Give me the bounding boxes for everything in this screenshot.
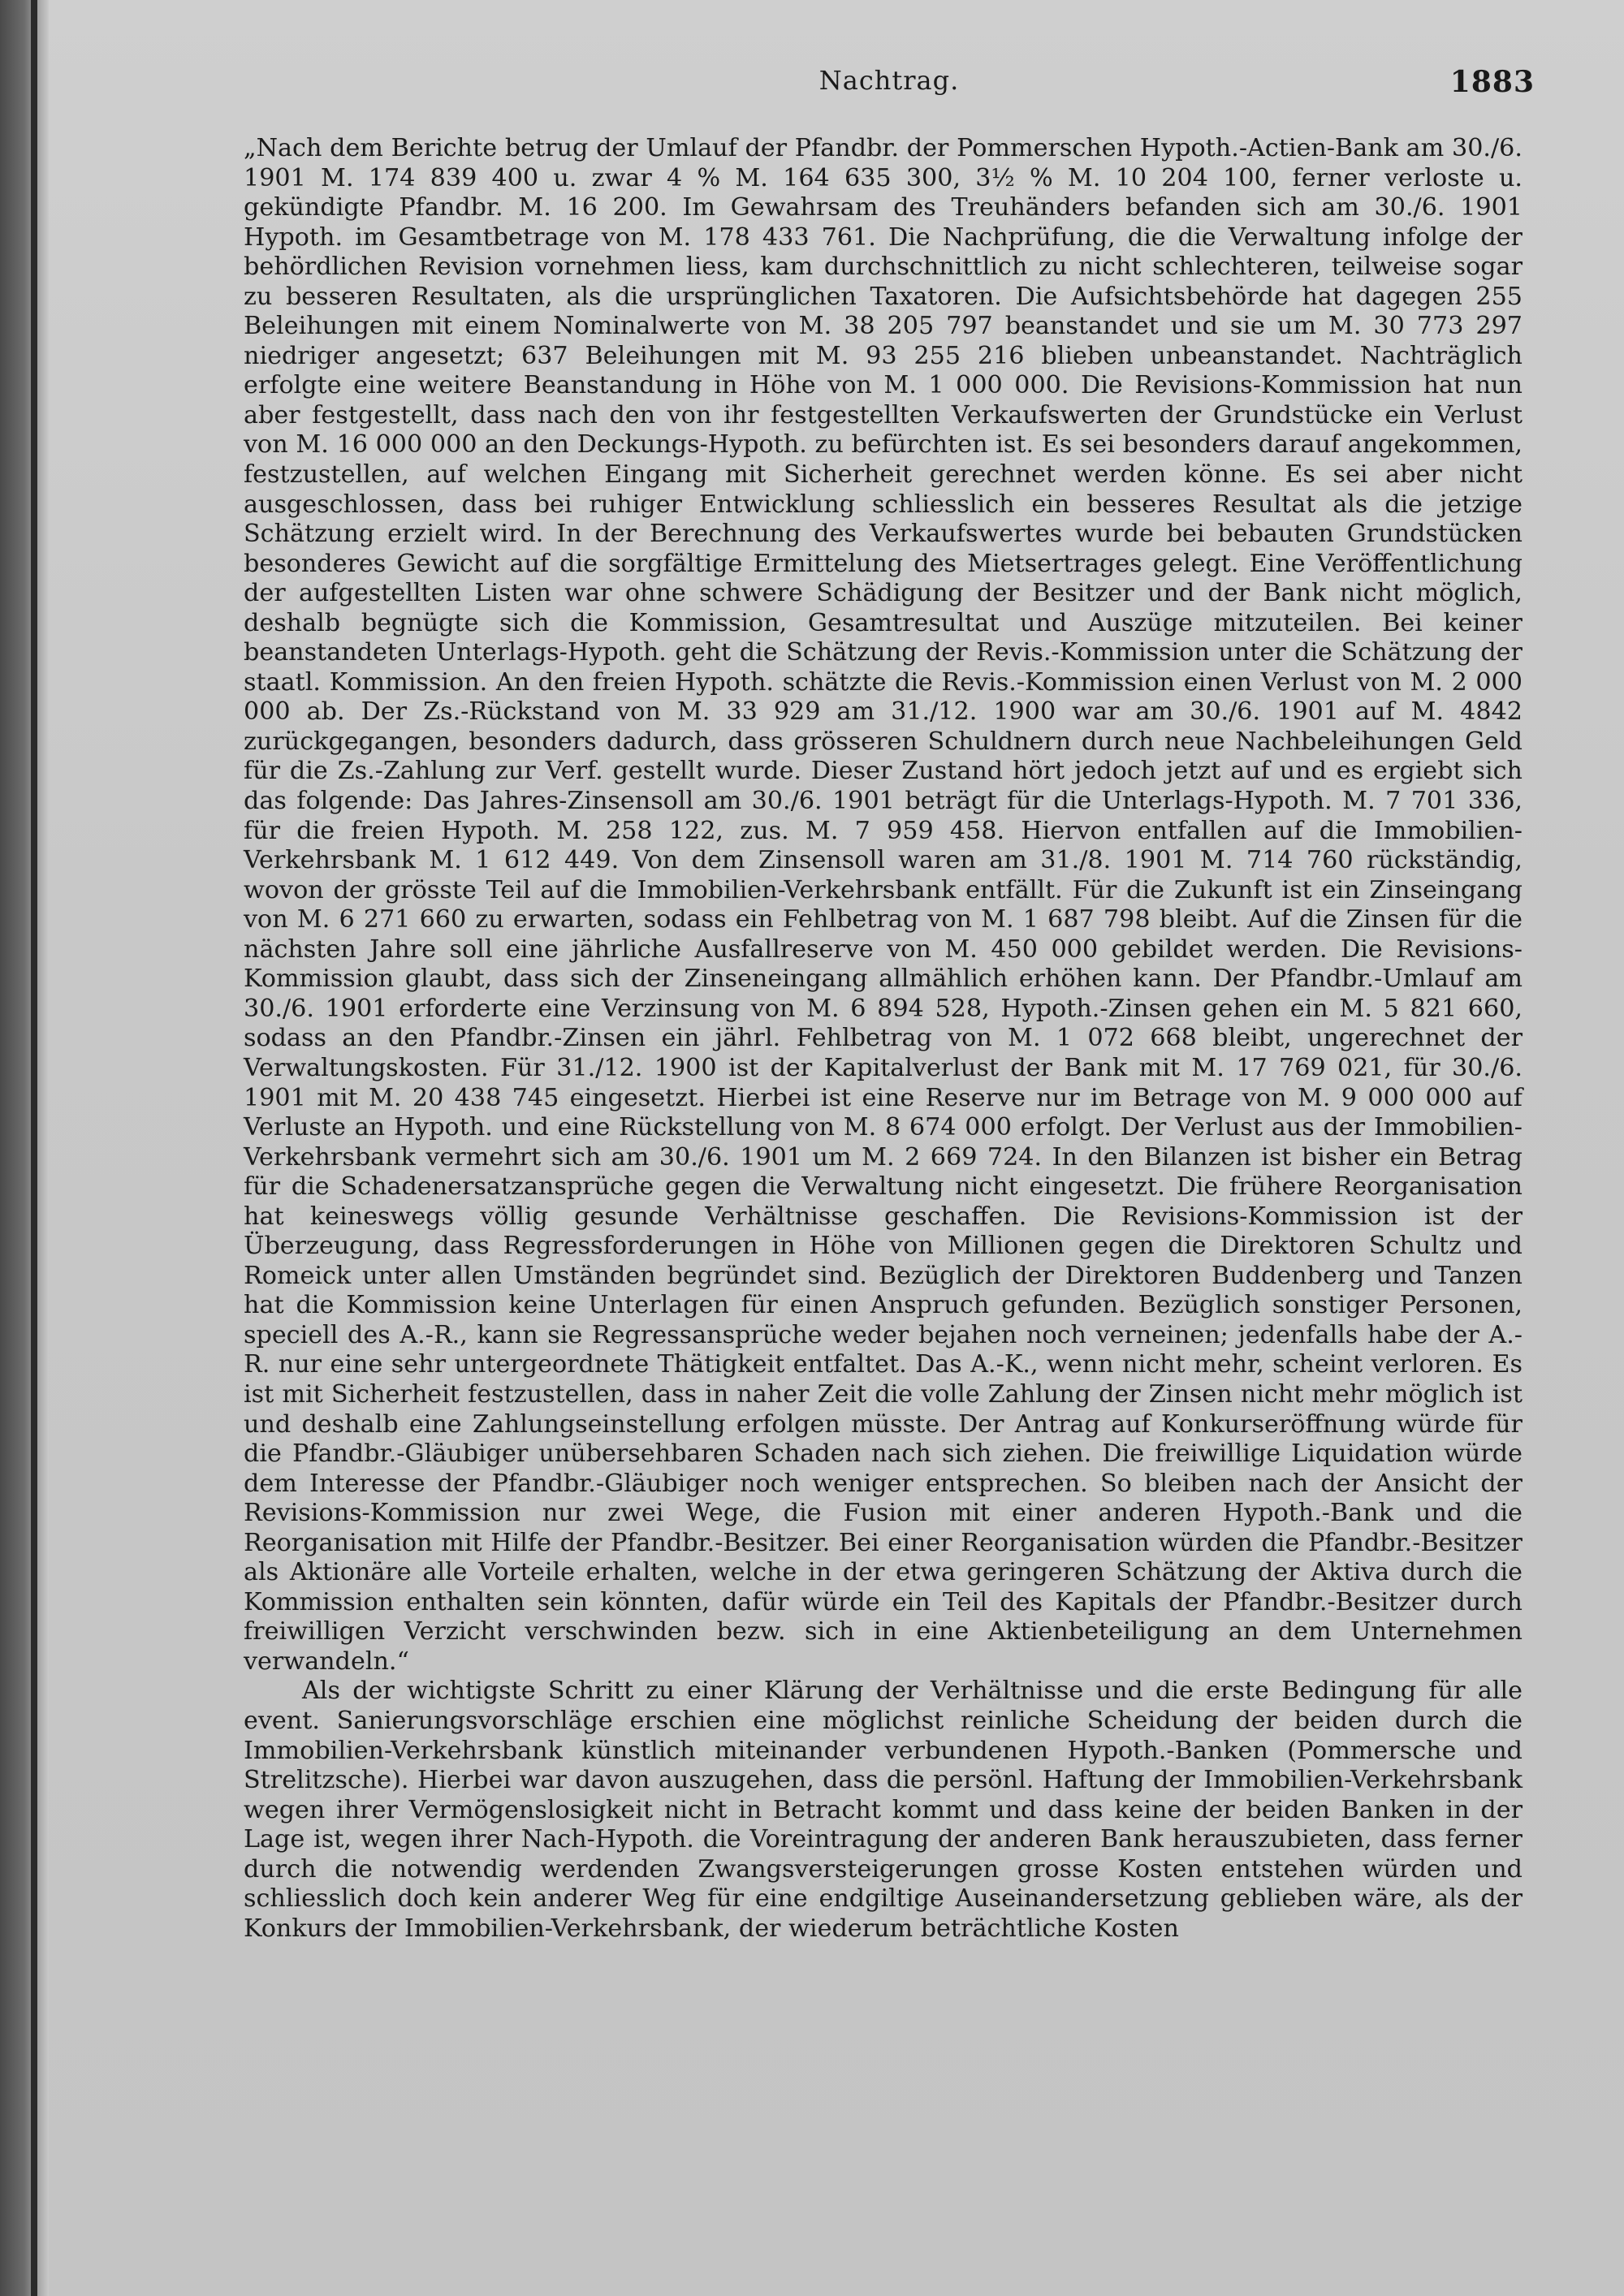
binding-shadow: [0, 0, 49, 2296]
binding-edge: [31, 0, 37, 2296]
document-page: [49, 0, 1624, 2296]
running-header: [244, 65, 1535, 106]
paragraph-report-quote: „Nach dem Berichte betrug der Umlauf der Pfandbr. der Pommerschen Hypoth.-Actien-Bank am 30./6. 1901 M. 174 839 400 u. zwar 4 % M. 164 635 300, 3½ % M. 10 204 100, ferner verloste u. gekündigte Pfandbr. M. 16 200. Im Gewahrsam des Treuhänders befanden sich am 30./6. 1901 Hypoth. im Gesamtbetrage von M. 178 433 761. Die Nachprüfung, die die Verwaltung infolge der behördlichen Revision vornehmen liess, kam durchschnittlich zu nicht schlechteren, teilweise sogar zu besseren Resultaten, als die ursprünglichen Taxatoren. Die Aufsichtsbehörde hat dagegen 255 Beleihungen mit einem Nominalwerte von M. 38 205 797 beanstandet und sie um M. 30 773 297 niedriger angesetzt; 637 Beleihungen mit M. 93 255 216 blieben unbeanstandet. Nachträglich erfolgte eine weitere Beanstandung in Höhe von M. 1 000 000. Die Revisions-Kommission hat nun aber festgestellt, dass nach den von ihr festgestellten Verkaufswerten der Grundstücke ein Verlust von M. 16 000 000 an den Deckungs-Hypoth. zu befürchten ist. Es sei besonders darauf angekommen, festzustellen, auf welchen Eingang mit Sicherheit gerechnet werden könne. Es sei aber nicht ausgeschlossen, dass bei ruhiger Entwicklung schliesslich ein besseres Resultat als die jetzige Schätzung erzielt wird. In der Berechnung des Verkaufswertes wurde bei bebauten Grundstücken besonderes Gewicht auf die sorgfältige Ermittelung des Mietsertrages gelegt. Eine Veröffentlichung der aufgestellten Listen war ohne schwere Schädigung der Besitzer und der Bank nicht möglich, deshalb begnügte sich die Kommission, Gesamtresultat und Auszüge mitzuteilen. Bei keiner beanstandeten Unterlags-Hypoth. geht die Schätzung der Revis.-Kommission unter die Schätzung der staatl. Kommission. An den freien Hypoth. schätzte die Revis.-Kommission einen Verlust von M. 2 000 000 ab. Der Zs.-Rückstand von M. 33 929 am 31./12. 1900 war am 30./6. 1901 auf M. 4842 zurückgegangen, besonders dadurch, dass grösseren Schuldnern durch neue Nachbeleihungen Geld für die Zs.-Zahlung zur Verf. gestellt wurde. Dieser Zustand hört jedoch jetzt auf und es ergiebt sich das folgende: Das Jahres-Zinsensoll am 30./6. 1901 beträgt für die Unterlags-Hypoth. M. 7 701 336, für die freien Hypoth. M. 258 122, zus. M. 7 959 458. Hiervon entfallen auf die Immobilien-Verkehrsbank M. 1 612 449. Von dem Zinsensoll waren am 31./8. 1901 M. 714 760 rückständig, wovon der grösste Teil auf die Immobilien-Verkehrsbank entfällt. Für die Zukunft ist ein Zinseingang von M. 6 271 660 zu erwarten, sodass ein Fehlbetrag von M. 1 687 798 bleibt. Auf die Zinsen für die nächsten Jahre soll eine jährliche Ausfallreserve von M. 450 000 gebildet werden. Die Revisions-Kommission glaubt, dass sich der Zinseneingang allmählich erhöhen kann. Der Pfandbr.-Umlauf am 30./6. 1901 erforderte eine Verzinsung von M. 6 894 528, Hypoth.-Zinsen gehen ein M. 5 821 660, sodass an den Pfandbr.-Zinsen ein jährl. Fehlbetrag von M. 1 072 668 bleibt, ungerechnet der Verwaltungskosten. Für 31./12. 1900 ist der Kapitalverlust der Bank mit M. 17 769 021, für 30./6. 1901 mit M. 20 438 745 eingesetzt. Hierbei ist eine Reserve nur im Betrage von M. 9 000 000 auf Verluste an Hypoth. und eine Rückstellung von M. 8 674 000 erfolgt. Der Verlust aus der Immobilien-Verkehrsbank vermehrt sich am 30./6. 1901 um M. 2 669 724. In den Bilanzen ist bisher ein Betrag für die Schadenersatzansprüche gegen die Verwaltung nicht eingesetzt. Die frühere Reorganisation hat keineswegs völlig gesunde Verhältnisse geschaffen. Die Revisions-Kommission ist der Überzeugung, dass Regressforderungen in Höhe von Millionen gegen die Direktoren Schultz und Romeick unter allen Umständen begründet sind. Bezüglich der Direktoren Buddenberg und Tanzen hat die Kommission keine Unterlagen für einen Anspruch gefunden. Bezüglich sonstiger Personen, speciell des A.-R., kann sie Regressansprüche weder bejahen noch verneinen; jedenfalls habe der A.-R. nur eine sehr untergeordnete Thätigkeit entfaltet. Das A.-K., wenn nicht mehr, scheint verloren. Es ist mit Sicherheit festzustellen, dass in naher Zeit die volle Zahlung der Zinsen nicht mehr möglich ist und deshalb eine Zahlungseinstellung erfolgen müsste. Der Antrag auf Konkurseröffnung würde für die Pfandbr.-Gläubiger unübersehbaren Schaden nach sich ziehen. Die freiwillige Liquidation würde dem Interesse der Pfandbr.-Gläubiger noch weniger entsprechen. So bleiben nach der Ansicht der Revisions-Kommission nur zwei Wege, die Fusion mit einer anderen Hypoth.-Bank und die Reorganisation mit Hilfe der Pfandbr.-Besitzer. Bei einer Reorganisation würden die Pfandbr.-Besitzer als Aktionäre alle Vorteile erhalten, welche in der etwa geringeren Schätzung der Aktiva durch die Kommission enthalten sein könnten, dafür würde ein Teil des Kapitals der Pfandbr.-Besitzer durch freiwilligen Verzicht verschwinden bezw. sich in eine Aktienbeteiligung an dem Unternehmen verwandeln.“: [244, 134, 1522, 1676]
page-number: 1883: [1449, 65, 1535, 99]
paragraph-reorganization: Als der wichtigste Schritt zu einer Klärung der Verhältnisse und die erste Bedingung für alle event. Sanierungsvorschläge erschien eine möglichst reinliche Scheidung der beiden durch die Immobilien-Verkehrsbank künstlich miteinander verbundenen Hypoth.-Banken (Pommersche und Strelitzsche). Hierbei war davon auszugehen, dass die persönl. Haftung der Immobilien-Verkehrsbank wegen ihrer Vermögenslosigkeit nicht in Betracht kommt und dass keine der beiden Banken in der Lage ist, wegen ihrer Nach-Hypoth. die Voreintragung der anderen Bank herauszubieten, dass ferner durch die notwendig werdenden Zwangsversteigerungen grosse Kosten entstehen würden und schliesslich doch kein anderer Weg für eine endgiltige Auseinandersetzung geblieben wäre, als der Konkurs der Immobilien-Verkehrsbank, der wiederum beträchtliche Kosten: [244, 1677, 1522, 1943]
section-title: Nachtrag.: [818, 65, 960, 96]
body-text: [244, 134, 1522, 1944]
